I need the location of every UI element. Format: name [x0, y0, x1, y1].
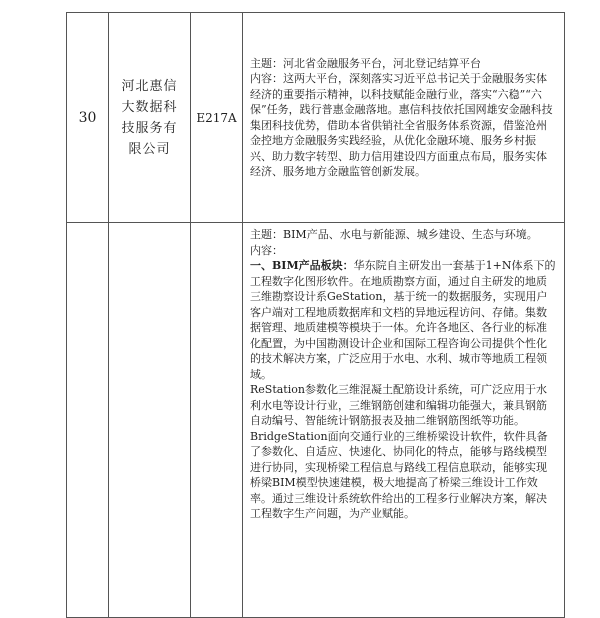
organization-name — [109, 223, 191, 618]
booth-code: E217A — [191, 13, 243, 223]
booth-code — [191, 223, 243, 618]
topic-text: 主题：河北省金融服务平台，河北登记结算平台 — [250, 56, 481, 70]
project-table — [66, 12, 565, 618]
bim-text: 华东院自主研发出一套基于1+N体系下的工程数字化图形软件。在地质勘察方面，通过自主研发的地质三维勘察设计系GeStation，基于统一的数据服务，实现用户客户端对工程地质数据库和文档的异地远程访问、存储。集数据管理、地质建模等模块于一体。允许各地区、各行业的标准化配置，为中国勘测设计企业和国际工程咨询公司提供个性化的技术解决方案，广泛应用于水电、水利、城市等地质工程领域。 — [250, 259, 556, 381]
row-number: 30 — [67, 13, 109, 223]
content-text: 内容：这两大平台，深刻落实习近平总书记关于金融服务实体经济的重要指示精神，以科技赋能金融行业，落实“六稳”“六保”任务，践行普惠金融落地。惠信科技依托国网雄安金融科技集团科技优势，借助本省供销社全省服务体系资源，借鉴沧州金控地方金融服务实践经验，从优化金融环境、服务乡村振兴、助力数字转型、助力信用建设四方面重点布局，服务实体经济、服务地方金融监管创新发展。 — [250, 72, 553, 178]
content-label: 内容： — [250, 243, 283, 257]
table-row — [67, 223, 565, 618]
organization-name: 河北惠信大数据科技服务有限公司 — [109, 13, 191, 223]
table-row — [67, 13, 565, 223]
row-number — [67, 223, 109, 618]
topic-text: 主题：BIM产品、水电与新能源、城乡建设、生态与环境。 — [250, 228, 538, 241]
bridgestation-text: BridgeStation面向交通行业的三维桥梁设计软件，软件具备了参数化、自适应、快速化、协同化的特点，能够与路线模型进行协同，实现桥梁工程信息与路线工程信息联动，能够实现桥梁BIM模型快速建模，极大地提高了桥梁三维设计工作效率。通过三维设计系统软件给出的工程多行业解决方案，解决工程数字生产问题，为产业赋能。 — [250, 429, 548, 520]
content-cell — [243, 13, 565, 223]
bim-section — [250, 258, 556, 382]
restation-text: ReStation参数化三维混凝土配筋设计系统，可广泛应用于水利水电等设计行业，三维钢筋创建和编辑功能强大，兼具钢筋自动编号、智能统计钢筋报表及抽二维钢筋图纸等功能。 — [250, 383, 547, 427]
bim-heading: 一、BIM产品板块： — [250, 259, 354, 272]
content-cell — [243, 223, 565, 618]
